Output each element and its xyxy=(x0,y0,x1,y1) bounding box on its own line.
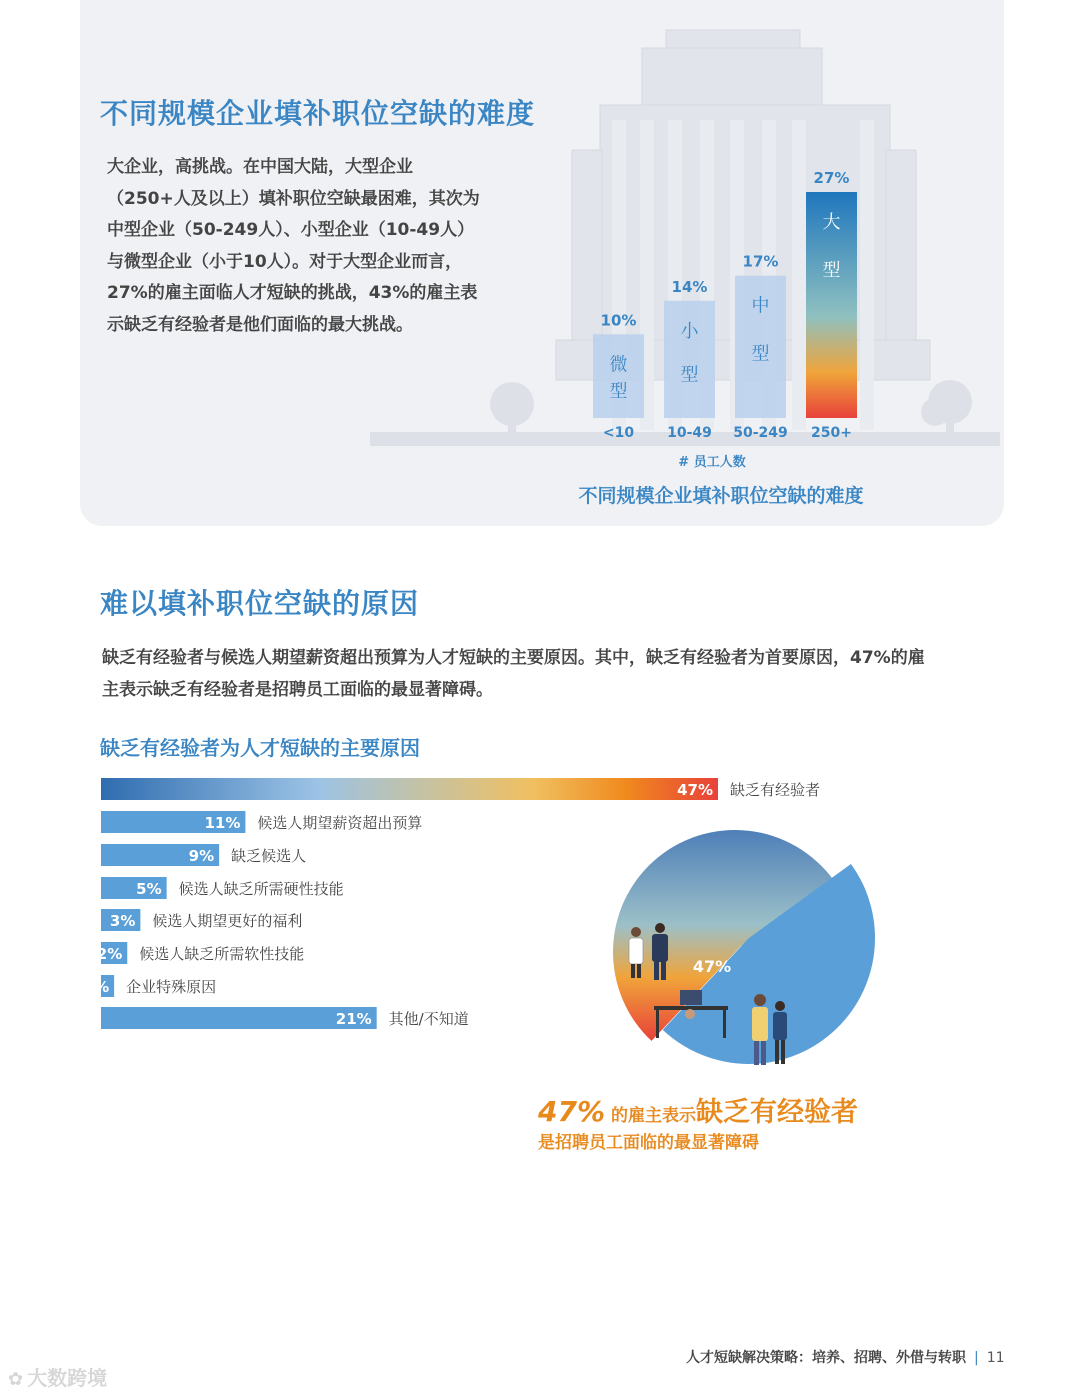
reason-value-0: 47% xyxy=(677,781,713,799)
reason-label-7: 其他/不知道 xyxy=(388,1010,469,1028)
size-category-2: 50-249 xyxy=(733,425,788,441)
pie-value-label: 47% xyxy=(692,957,732,976)
callout-line2: 是招聘员工面临的最显著障碍 xyxy=(538,1133,759,1153)
size-category-0: <10 xyxy=(602,425,635,441)
chart-caption: 不同规模企业填补职位空缺的难度 xyxy=(578,485,864,507)
callout-pct: 47% xyxy=(538,1095,606,1128)
reason-value-4: 3% xyxy=(109,912,136,930)
reason-label-2: 缺乏候选人 xyxy=(231,847,307,865)
reason-label-5: 候选人缺乏所需软性技能 xyxy=(139,945,305,963)
reason-label-4: 候选人期望更好的福利 xyxy=(152,912,303,930)
x-axis-label: # 员工人数 xyxy=(678,455,746,470)
watermark-text: 大数跨境 xyxy=(27,1366,108,1390)
reason-label-6: 企业特殊原因 xyxy=(126,978,217,996)
section2-body: 缺乏有经验者与候选人期望薪资超出预算为人才短缺的主要原因。其中，缺乏有经验者为首要原因，47%的雇主表示缺乏有经验者是招聘员工面临的最显著障碍。 xyxy=(102,648,925,700)
size-bar-value-0: 10% xyxy=(600,311,637,330)
callout-line1 xyxy=(538,1090,858,1129)
size-bar-label-0-1: 型 xyxy=(609,381,628,403)
size-bar-label-1-1: 型 xyxy=(680,364,699,386)
size-category-3: 250+ xyxy=(811,425,852,441)
size-bar-value-3: 27% xyxy=(813,169,850,187)
size-bar-label-2-1: 型 xyxy=(751,343,770,365)
reason-label-1: 候选人期望薪资超出预算 xyxy=(257,814,423,832)
reason-label-0: 缺乏有经验者 xyxy=(730,781,821,799)
page-number: 11 xyxy=(986,1350,1005,1366)
size-category-1: 10-49 xyxy=(667,425,712,441)
watermark-logo-icon: ✿ xyxy=(8,1369,24,1390)
size-bar-value-2: 17% xyxy=(742,252,779,271)
section1-body: 大企业，高挑战。在中国大陆，大型企业（250+人及以上）填补职位空缺最困难，其次为中型企业（50-249人）、小型企业（10-49人）与微型企业（小于10人）。对于大型企业而言，27%的雇主面临人才短缺的挑战，43%的雇主表示缺乏有经验者是他们面临的最大挑战。 xyxy=(107,157,480,335)
callout-emph: 缺乏有经验者 xyxy=(695,1097,858,1128)
callout-mid: 的雇主表示 xyxy=(605,1106,696,1126)
reason-value-7: 21% xyxy=(335,1010,372,1028)
footer xyxy=(686,1347,1005,1367)
reasons-chart-title: 缺乏有经验者为人才短缺的主要原因 xyxy=(100,736,420,760)
size-bar-label-2-0: 中 xyxy=(751,295,770,317)
reason-label-3: 候选人缺乏所需硬性技能 xyxy=(178,880,344,898)
size-bar-label-1-0: 小 xyxy=(680,320,699,342)
watermark xyxy=(8,1362,107,1391)
reason-value-6: 1% xyxy=(83,978,110,996)
reason-value-5: 2% xyxy=(96,945,123,963)
size-bar-label-3-0: 大 xyxy=(822,212,841,233)
section2-title: 难以填补职位空缺的原因 xyxy=(100,587,420,620)
footer-separator: | xyxy=(974,1350,979,1366)
section1-title: 不同规模企业填补职位空缺的难度 xyxy=(100,97,536,130)
footer-text: 人才短缺解决策略：培养、招聘、外借与转职 xyxy=(686,1350,966,1366)
reason-value-1: 11% xyxy=(204,814,241,832)
size-bar-value-1: 14% xyxy=(671,277,708,296)
size-bar-label-3-1: 型 xyxy=(822,260,841,281)
reason-value-2: 9% xyxy=(188,847,215,865)
reason-value-3: 5% xyxy=(136,880,162,898)
size-bar-label-0-0: 微 xyxy=(609,354,628,376)
